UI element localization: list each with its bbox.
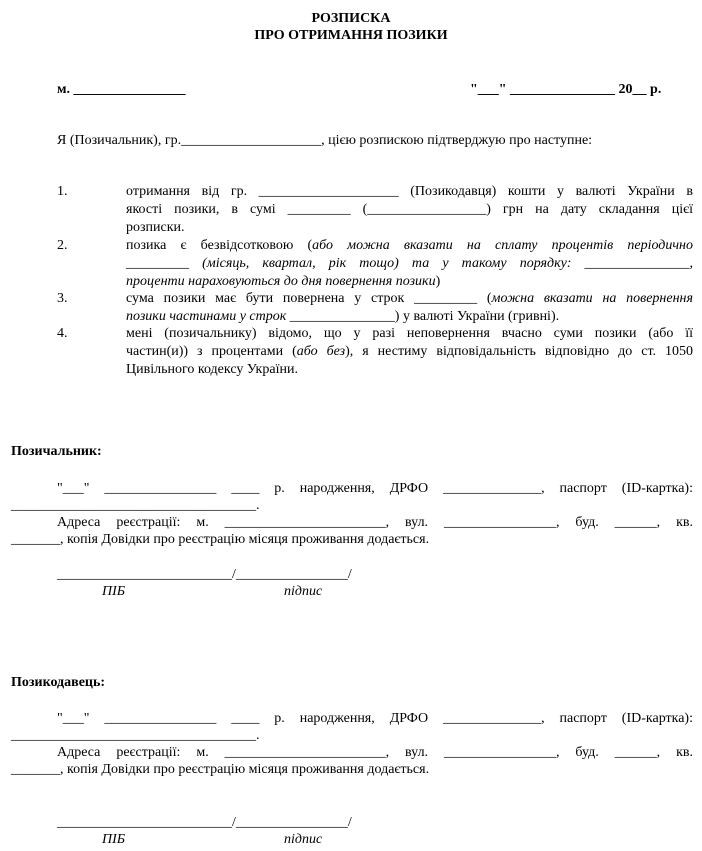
- item-line: Цивільного кодексу України.: [126, 362, 298, 377]
- item-line: мені (позичальнику) відомо, що у разі неповернення вчасно суми позики (або її: [126, 326, 693, 341]
- doc-subtitle: ПРО ОТРИМАННЯ ПОЗИКИ: [254, 28, 448, 43]
- intro-paragraph: Я (Позичальник), гр.____________________, цією розпискою підтверджую про наступне:: [57, 133, 593, 148]
- list-item: [126, 325, 693, 379]
- lender-line: [57, 744, 693, 761]
- item-line: позики частинами у строк _______________) у валюті України (гривні).: [126, 309, 560, 324]
- borrower-line: ___________________________________.: [11, 498, 260, 513]
- item-line: сума позики має бути повернена у строк _________ (можна вказати на повернення: [126, 291, 693, 306]
- lender-heading: Позикодавець:: [11, 675, 106, 690]
- lender-pib-label: ПІБ: [102, 832, 126, 847]
- item-line: позика є безвідсотковою (або можна вказати на сплату процентів періодично: [126, 238, 693, 253]
- borrower-sign-label: підпис: [284, 584, 323, 599]
- borrower-heading: Позичальник:: [11, 444, 102, 459]
- item-line: отримання від гр. ____________________ (Позикодавця) кошти у валюті України в: [126, 184, 693, 199]
- borrower-pib-label: ПІБ: [102, 584, 126, 599]
- lender-sign-label: підпис: [284, 832, 323, 847]
- list-item: [126, 290, 693, 326]
- item-number: 1.: [57, 184, 68, 199]
- lender-address-line: Адреса реєстрації: м. _______________________, вул. ________________, буд. ______, кв.: [57, 745, 693, 760]
- lender-line: _______, копія Довідки про реєстрацію місяця проживання додається.: [11, 762, 430, 777]
- lender-line: [57, 710, 693, 727]
- doc-title: РОЗПИСКА: [311, 11, 391, 26]
- borrower-line: _______, копія Довідки про реєстрацію місяця проживання додається.: [11, 532, 430, 547]
- item-number: 4.: [57, 326, 68, 341]
- item-line: розписки.: [126, 220, 185, 235]
- item-line: _________ (місяць, квартал, рік тощо) та у такому порядку: _______________,: [126, 256, 693, 271]
- item-line: якості позики, в сумі _________ (_________________) грн на дату складання цієї: [126, 202, 693, 217]
- borrower-line: [57, 514, 693, 531]
- city-field: м. ________________: [57, 82, 186, 97]
- list-item: [126, 183, 693, 237]
- borrower-address-line: Адреса реєстрації: м. _______________________, вул. ________________, буд. ______, кв.: [57, 515, 693, 530]
- borrower-line: [57, 480, 693, 497]
- item-line: проценти нараховуються до дня повернення позики): [126, 274, 441, 289]
- list-item: [126, 237, 693, 291]
- date-field: "___" _______________ 20__ р.: [470, 82, 662, 97]
- item-number: 3.: [57, 291, 68, 306]
- borrower-signature-line: _________________________/________________/: [57, 567, 352, 582]
- lender-signature-line: _________________________/________________/: [57, 815, 352, 830]
- item-number: 2.: [57, 238, 68, 253]
- item-line: частин(и)) з процентами (або без), я нестиму відповідальність відповідно до ст. 1050: [126, 344, 693, 359]
- lender-id-line: "___" ________________ ____ р. народження, ДРФО ______________, паспорт (ID-картка):: [57, 711, 693, 726]
- borrower-id-line: "___" ________________ ____ р. народження, ДРФО ______________, паспорт (ID-картка):: [57, 481, 693, 496]
- lender-line: ___________________________________.: [11, 728, 260, 743]
